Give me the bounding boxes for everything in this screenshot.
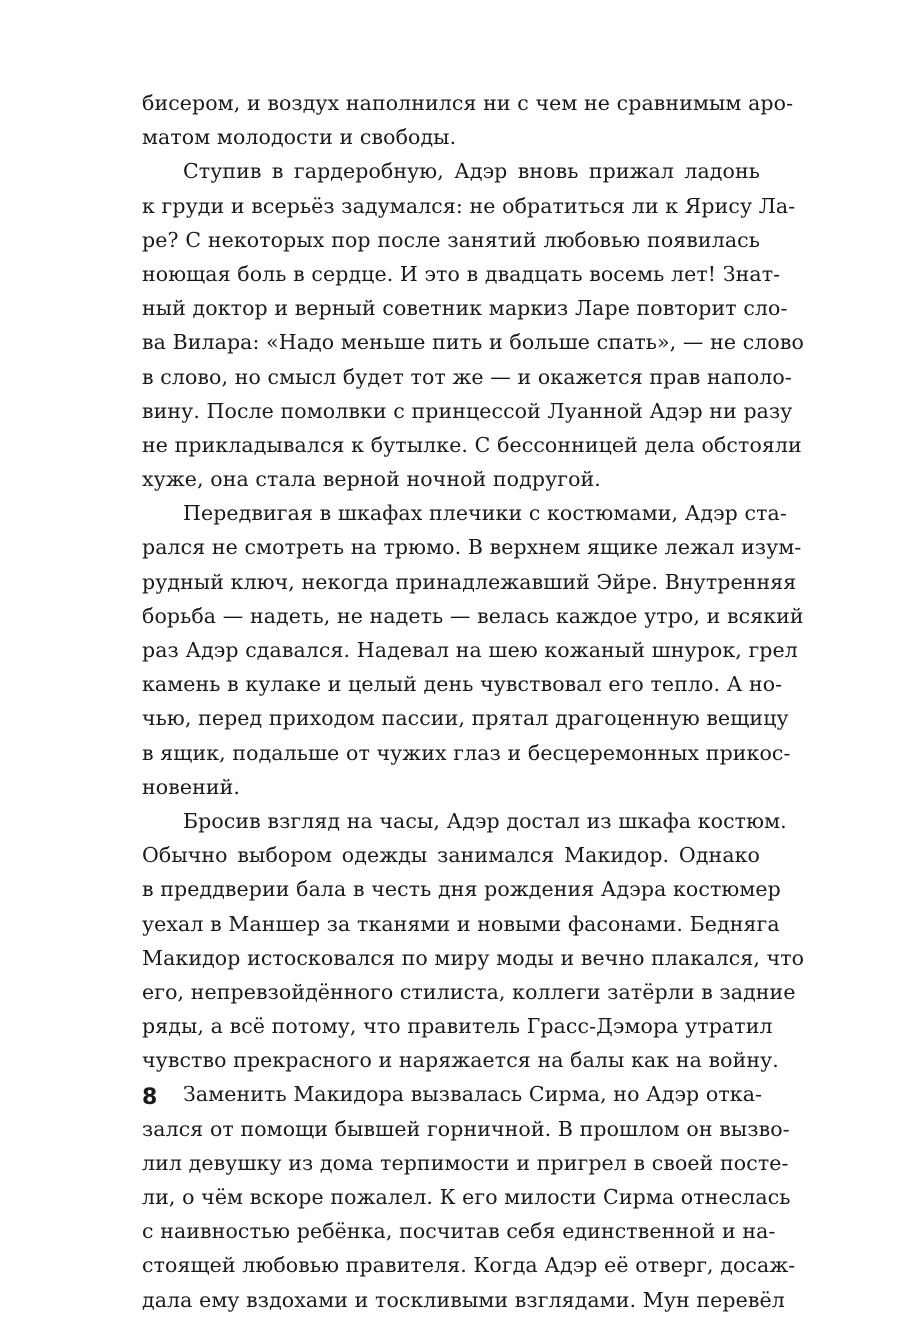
text-line: Заменить Макидора вызвалась Сирма, но Адэр отка-: [183, 1082, 763, 1107]
text-line: его, непревзойдённого стилиста, коллеги затёрли в задние: [142, 979, 796, 1004]
text-line: дала ему вздохами и тоскливыми взглядами. Мун перевёл: [142, 1287, 785, 1312]
text-line: камень в кулаке и целый день чувствовал его тепло. А но-: [142, 672, 783, 697]
text-line: зался от помощи бывшей горничной. В прошлом он вызво-: [142, 1116, 790, 1141]
text-line: в преддверии бала в честь дня рождения Адэра костюмер: [142, 877, 781, 902]
text-line: вину. После помолвки с принцессой Луанной Адэр ни разу: [142, 398, 793, 423]
page-body: [142, 86, 805, 1317]
text-line: стоящей любовью правителя. Когда Адэр её отверг, досаж-: [142, 1253, 796, 1278]
page-number: 8: [142, 1085, 158, 1110]
text-line: ре? С некоторых пор после занятий любовью появилась: [142, 227, 760, 252]
text-line: Передвигая в шкафах плечики с костюмами, Адэр ста-: [183, 501, 787, 526]
text-line: ноющая боль в сердце. И это в двадцать восемь лет! Знат-: [142, 261, 781, 286]
text-line: новений.: [142, 774, 240, 799]
text-line: ли, о чём вскоре пожалел. К его милости Сирма отнеслась: [142, 1185, 791, 1209]
text-line: чувство прекрасного и наряжается на балы как на войну.: [142, 1048, 779, 1073]
text-line: уехал в Маншер за тканями и новыми фасонами. Бедняга: [142, 911, 780, 936]
text-line: Бросив взгляд на часы, Адэр достал из шкафа костюм.: [183, 808, 787, 833]
text-line: ный доктор и верный советник маркиз Ларе повторит сло-: [142, 296, 788, 321]
text-line: рался не смотреть на трюмо. В верхнем ящике лежал изум-: [142, 535, 802, 560]
text-line: Обычно выбором одежды занимался Макидор. Однако: [142, 843, 760, 868]
text-line: раз Адэр сдавался. Надевал на шею кожаный шнурок, грел: [142, 638, 798, 662]
text-line: Макидор истосковался по миру моды и вечно плакался, что: [142, 945, 805, 970]
text-line: хуже, она стала верной ночной подругой.: [142, 467, 601, 492]
text-line: бисером, и воздух наполнился ни с чем не сравнимым аро-: [142, 91, 794, 115]
text-line: борьба — надеть, не надеть — велась каждое утро, и всякий: [142, 603, 804, 628]
text-line: в слово, но смысл будет тот же — и окажется прав наполо-: [142, 364, 792, 389]
text-line: лил девушку из дома терпимости и пригрел в своей посте-: [142, 1150, 789, 1175]
text-line: ва Вилара: «Надо меньше пить и больше спать», — не слово: [142, 330, 804, 355]
text-line: ряды, а всё потому, что правитель Грасс-Дэмора утратил: [142, 1014, 773, 1039]
body-text: [142, 86, 805, 1317]
text-line: в ящик, подальше от чужих глаз и бесцеремонных прикос-: [142, 740, 791, 765]
text-line: к груди и всерьёз задумался: не обратиться ли к Ярису Ла-: [142, 193, 796, 218]
text-line: рудный ключ, некогда принадлежавший Эйре. Внутренняя: [142, 569, 797, 594]
text-line: чью, перед приходом пассии, прятал драгоценную вещицу: [142, 706, 789, 731]
text-line: не прикладывался к бутылке. С бессонницей дела обстояли: [142, 432, 802, 457]
text-line: матом молодости и свободы.: [142, 125, 457, 150]
text-line: с наивностью ребёнка, посчитав себя единственной и на-: [142, 1219, 776, 1244]
text-line: Ступив в гардеробную, Адэр вновь прижал ладонь: [183, 159, 760, 184]
